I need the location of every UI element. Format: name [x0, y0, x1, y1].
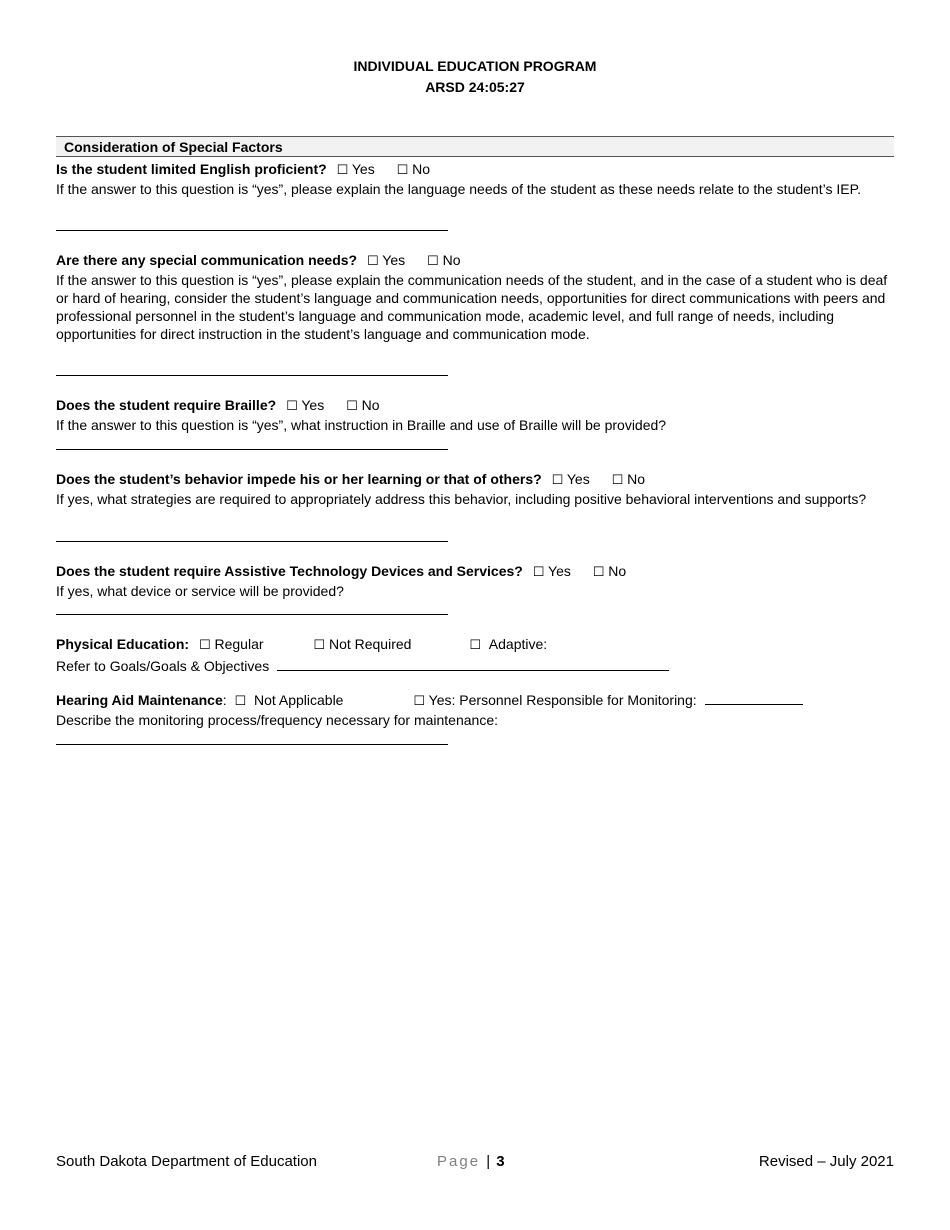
- footer-department: South Dakota Department of Education: [56, 1153, 317, 1170]
- question-text: Is the student limited English proficient?: [56, 161, 327, 177]
- document-title: INDIVIDUAL EDUCATION PROGRAM: [353, 58, 597, 74]
- checkbox-icon[interactable]: ☐: [346, 399, 358, 414]
- adaptive-option[interactable]: ☐ Adaptive:: [469, 636, 548, 653]
- question-explanation: If yes, what strategies are required to appropriately address this behavior, including positive behavioral interventions and supports?: [56, 491, 867, 507]
- yes-option[interactable]: ☐ Yes: [532, 563, 571, 580]
- yes-option[interactable]: ☐ Yes: [551, 471, 590, 488]
- answer-line[interactable]: [56, 230, 448, 231]
- answer-line[interactable]: [56, 449, 448, 450]
- question-explanation: If the answer to this question is “yes”, please explain the communication needs of the student, and in the case of a student who is deaf or hard of hearing, consider the student’s language and communication needs, opportunities for direct communications with peers and professional personnel in the student’s language and communication mode, academic level, and full range of needs, including opportunities for direct instruction in the student’s language and communication mode.: [56, 272, 888, 342]
- refer-goals-label: Refer to Goals/Goals & Objectives: [56, 658, 270, 674]
- checkbox-icon[interactable]: ☐: [532, 565, 545, 580]
- question-text: Does the student’s behavior impede his or her learning or that of others?: [56, 471, 542, 487]
- checkbox-icon[interactable]: ☐: [551, 473, 564, 488]
- answer-line[interactable]: [56, 614, 448, 615]
- checkbox-icon[interactable]: ☐: [336, 163, 349, 178]
- no-option[interactable]: ☐ No: [611, 471, 646, 488]
- question-explanation: If yes, what device or service will be provided?: [56, 583, 344, 599]
- question-communication-needs: [56, 251, 896, 343]
- answer-line[interactable]: [56, 375, 448, 376]
- page-footer: [56, 1153, 894, 1173]
- checkbox-icon[interactable]: ☐: [413, 694, 426, 709]
- question-text: Are there any special communication needs?: [56, 252, 358, 268]
- yes-option[interactable]: ☐ Yes: [336, 161, 375, 178]
- regular-option[interactable]: ☐ Regular: [198, 636, 264, 653]
- yes-option[interactable]: ☐ Yes: [367, 252, 406, 269]
- question-braille: [56, 396, 896, 434]
- checkbox-icon[interactable]: ☐: [396, 163, 409, 178]
- checkbox-icon[interactable]: ☐: [286, 399, 298, 414]
- question-assistive-technology: [56, 562, 896, 600]
- no-option[interactable]: ☐ No: [346, 397, 380, 414]
- yes-personnel-option[interactable]: ☐ Yes: Personnel Responsible for Monitoring:: [413, 692, 697, 709]
- checkbox-icon[interactable]: ☐: [198, 638, 211, 653]
- checkbox-icon[interactable]: ☐: [611, 473, 624, 488]
- question-explanation: If the answer to this question is “yes”, please explain the language needs of the student as these needs relate to the student’s IEP.: [56, 181, 862, 197]
- checkbox-icon[interactable]: ☐: [367, 254, 379, 269]
- pe-label: Physical Education:: [56, 636, 190, 652]
- document-subtitle: ARSD 24:05:27: [425, 79, 525, 95]
- hearing-aid-label: Hearing Aid Maintenance: [56, 692, 223, 708]
- monitoring-description-label: Describe the monitoring process/frequency necessary for maintenance:: [56, 712, 498, 728]
- footer-revised: Revised – July 2021: [758, 1153, 894, 1170]
- footer-page-number: Page | 3: [437, 1153, 505, 1170]
- question-explanation: If the answer to this question is “yes”, what instruction in Braille and use of Braille will be provided?: [56, 417, 667, 433]
- question-limited-english: [56, 160, 896, 198]
- question-text: Does the student require Assistive Technology Devices and Services?: [56, 563, 523, 579]
- refer-goals-line[interactable]: [277, 658, 669, 671]
- answer-line[interactable]: [56, 744, 448, 745]
- hearing-aid-section: Hearing Aid Maintenance: ☐ Not Applicable ☐ Yes: Personnel Responsible for Monitoring: Describe the monitoring process/frequency necessary for maintenance:: [56, 691, 896, 729]
- checkbox-icon[interactable]: ☐: [313, 638, 326, 653]
- question-text: Does the student require Braille?: [56, 397, 277, 413]
- document-header: [0, 56, 950, 98]
- not-applicable-option[interactable]: ☐ Not Applicable: [234, 692, 344, 709]
- checkbox-icon[interactable]: ☐: [427, 254, 439, 269]
- no-option[interactable]: ☐ No: [396, 161, 431, 178]
- physical-education-section: [56, 635, 896, 675]
- yes-option[interactable]: ☐ Yes: [286, 397, 325, 414]
- checkbox-icon[interactable]: ☐: [592, 565, 605, 580]
- answer-line[interactable]: [56, 541, 448, 542]
- not-required-option[interactable]: ☐ Not Required: [313, 636, 412, 653]
- checkbox-icon[interactable]: ☐: [234, 694, 247, 709]
- personnel-line[interactable]: [705, 692, 803, 705]
- no-option[interactable]: ☐ No: [592, 563, 627, 580]
- section-header: Consideration of Special Factors: [56, 136, 894, 157]
- checkbox-icon[interactable]: ☐: [469, 638, 481, 653]
- no-option[interactable]: ☐ No: [427, 252, 461, 269]
- question-behavior: [56, 470, 896, 508]
